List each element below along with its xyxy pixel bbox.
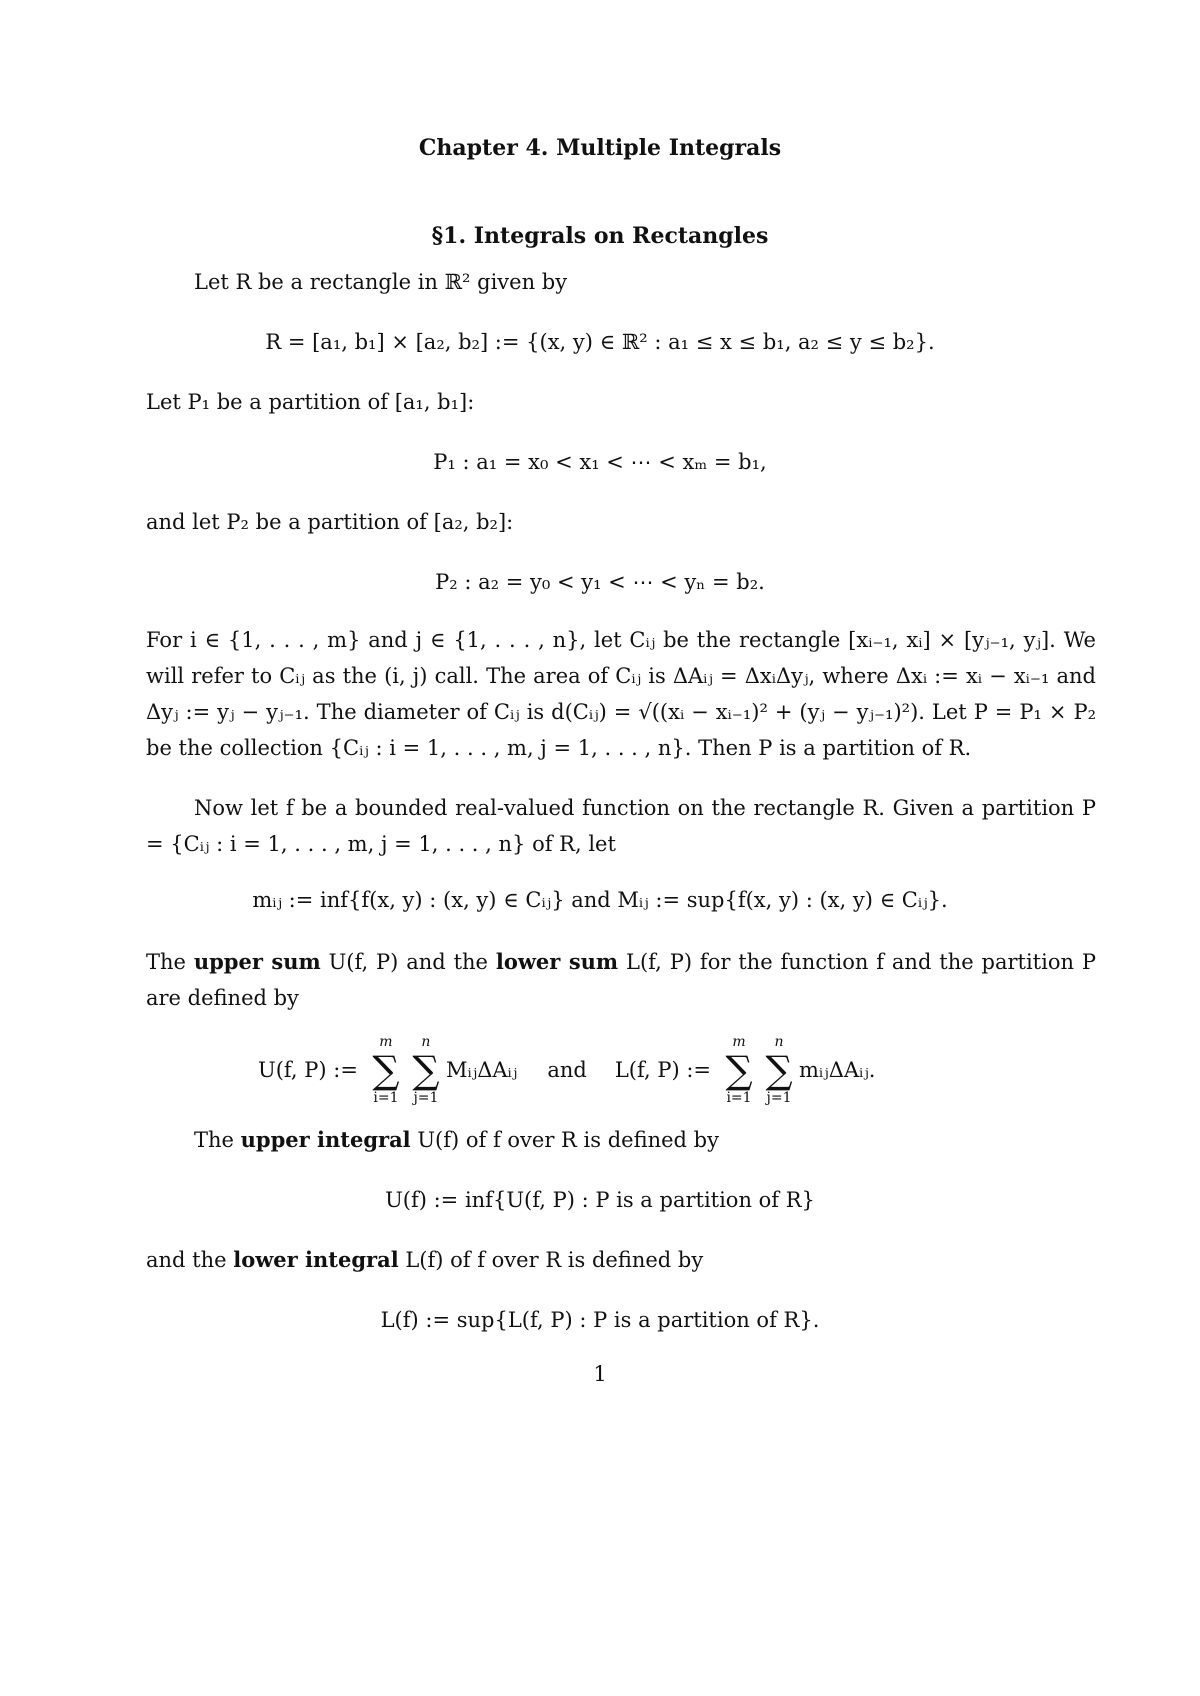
lower-sum-term: mᵢⱼΔAᵢⱼ. bbox=[799, 1058, 876, 1082]
partition-p1-text: Let P₁ be a partition of [a₁, b₁]: bbox=[146, 390, 475, 414]
term-lower-sum: lower sum bbox=[495, 949, 619, 974]
intro-text: Let R be a rectangle in ℝ² given by bbox=[194, 270, 568, 294]
equation-p2: P₂ : a₂ = y₀ < y₁ < ⋯ < yₙ = b₂. bbox=[435, 570, 765, 594]
page-number: 1 bbox=[593, 1362, 607, 1386]
summation-j-icon: n ∑ j=1 bbox=[412, 1034, 440, 1106]
paragraph-cells: For i ∈ {1, . . . , m} and j ∈ {1, . . . , n}, let Cᵢⱼ be the rectangle [xᵢ₋₁, xᵢ] × [yⱼ₋₁, yⱼ]. We will refer to Cᵢⱼ as the (i, j) call. The area of Cᵢⱼ is ΔAᵢⱼ = ΔxᵢΔyⱼ, where Δxᵢ := xᵢ − xᵢ₋₁ and Δyⱼ := yⱼ − yⱼ₋₁. The diameter of Cᵢⱼ is d(Cᵢⱼ) = √((xᵢ − xᵢ₋₁)² + (yⱼ − yⱼ₋₁)²). Let P = P₁ × P₂ be the collection {Cᵢⱼ : i = 1, . . . , m, j = 1, . . . , n}. Then P is a partition of R. bbox=[146, 628, 1096, 760]
paragraph-lower-integral bbox=[146, 1242, 1096, 1278]
text-segment: L(f, P) for the function f and the partition P are defined by bbox=[146, 950, 1097, 1010]
upper-sum-lhs: U(f, P) := bbox=[258, 1058, 358, 1082]
paragraph-sums-definition bbox=[146, 944, 1096, 1016]
equation-rectangle: R = [a₁, b₁] × [a₂, b₂] := {(x, y) ∈ ℝ² : a₁ ≤ x ≤ b₁, a₂ ≤ y ≤ b₂}. bbox=[265, 330, 935, 354]
text-segment: The bbox=[146, 950, 194, 974]
lower-sum-lhs: L(f, P) := bbox=[614, 1058, 712, 1082]
term-upper-integral: upper integral bbox=[240, 1127, 411, 1152]
summation-i-icon: m ∑ i=1 bbox=[372, 1034, 400, 1106]
summation-j-icon: n ∑ j=1 bbox=[765, 1034, 793, 1106]
upper-sum-formula bbox=[258, 1030, 875, 1110]
text-segment: U(f, P) and the bbox=[320, 950, 496, 974]
term-lower-integral: lower integral bbox=[233, 1247, 399, 1272]
text-segment: The bbox=[194, 1128, 241, 1152]
sum-connector: and bbox=[547, 1058, 587, 1082]
term-upper-sum: upper sum bbox=[193, 949, 321, 974]
summation-i-icon: m ∑ i=1 bbox=[725, 1034, 753, 1106]
chapter-title: Chapter 4. Multiple Integrals bbox=[418, 135, 782, 161]
text-segment: and the bbox=[146, 1248, 234, 1272]
section-title: §1. Integrals on Rectangles bbox=[431, 223, 769, 249]
text-segment: L(f) of f over R is defined by bbox=[398, 1248, 704, 1272]
paragraph-upper-integral bbox=[146, 1122, 1096, 1158]
equation-p1: P₁ : a₁ = x₀ < x₁ < ⋯ < xₘ = b₁, bbox=[433, 450, 767, 474]
upper-sum-term: MᵢⱼΔAᵢⱼ bbox=[445, 1058, 518, 1082]
equation-upper-integral: U(f) := inf{U(f, P) : P is a partition of R} bbox=[385, 1188, 815, 1212]
paragraph-function: Now let f be a bounded real-valued function on the rectangle R. Given a partition P = {Cᵢⱼ : i = 1, . . . , m, j = 1, . . . , n} of R, let bbox=[146, 796, 1096, 856]
text-segment: U(f) of f over R is defined by bbox=[410, 1128, 719, 1152]
equation-lower-integral: L(f) := sup{L(f, P) : P is a partition of R}. bbox=[380, 1308, 820, 1332]
equation-inf-sup: mᵢⱼ := inf{f(x, y) : (x, y) ∈ Cᵢⱼ} and Mᵢⱼ := sup{f(x, y) : (x, y) ∈ Cᵢⱼ}. bbox=[252, 888, 948, 912]
equation-sums bbox=[0, 1030, 1200, 1110]
partition-p2-text: and let P₂ be a partition of [a₂, b₂]: bbox=[146, 510, 514, 534]
